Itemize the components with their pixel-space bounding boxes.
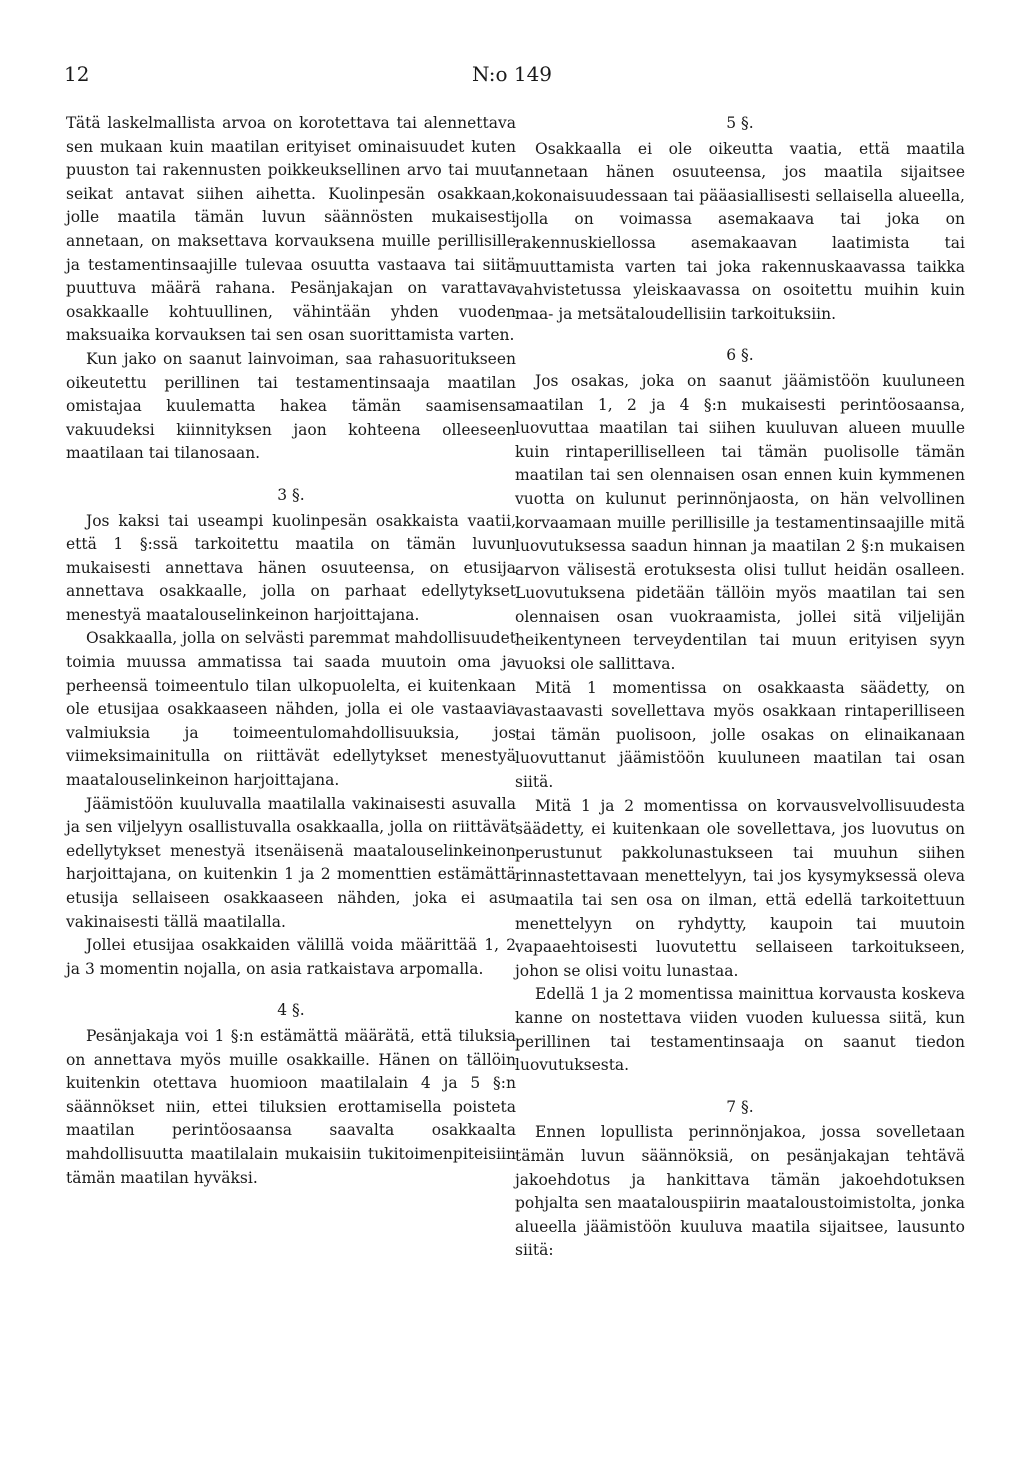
paragraph: Osakkaalla, jolla on selvästi paremmat mahdollisuudet toimia muussa ammatissa tai saada muutoin oma ja perheensä toimeentulo tilan ulkopuolelta, ei kuitenkaan ole etusijaa osakkaaseen nähden, jolla ei ole vastaavia valmiuksia ja toimeentulomahdollisuuksia, jos viimeksimainitulla on riittävät edellytykset menestyä maatalouselinkeinon harjoittajana. [66, 629, 516, 790]
paragraph: Kun jako on saanut lainvoiman, saa rahasuoritukseen oikeutettu perillinen tai testamentinsaaja maatilan omistajaa kuulematta hakea tämän saamisensa vakuudeksi kiinnityksen jaon kohteena olleeseen maatilaan tai tilanosaan. [66, 349, 516, 463]
issue-number: N:o 149 [471, 62, 553, 86]
paragraph: Tätä laskelmallista arvoa on korotettava tai alennettava sen mukaan kuin maatilan erityiset ominaisuudet kuten puuston tai rakennusten poikkeuksellinen arvo tai muut seikat antavat siihen aihetta. Kuolinpesän osakkaan, jolle maatila tämän luvun säännösten mukaisesti annetaan, on maksettava korvauksena muille perillisille ja testamentinsaajille tulevaa osuutta vastaava tai siitä puuttuva määrä rahana. Pesänjakajan on varattava osakkaalle kohtuullinen, vähintään yhden vuoden maksuaika korvauksen tai sen osan suorittamista varten. [66, 114, 516, 345]
section-heading-4: 4 §. [277, 1001, 305, 1020]
section-heading-5: 5 §. [726, 114, 754, 132]
paragraph: Ennen lopullista perinnönjakoa, jossa sovelletaan tämän luvun säännöksiä, on pesänjakajan tehtävä jakoehdotus ja hankittava tämän jakoehdotuksen pohjalta sen maatalouspiirin maataloustoimistolta, jonka alueella jäämistöön kuuluva maatila sijaitsee, lausunto siitä: [515, 1123, 965, 1260]
paragraph: Mitä 1 ja 2 momentissa on korvausvelvollisuudesta säädetty, ei kuitenkaan ole sovellettava, jos luovutus on perustunut pakkolunastukseen tai muuhun siihen rinnastettavaan menettelyyn, tai jos kysymyksessä oleva maatila tai sen osa on ilman, että edellä tarkoitettuun menettelyyn on ryhdytty, kaupoin tai muutoin vapaaehtoisesti luovutettu sellaiseen tarkoitukseen, johon se olisi voitu lunastaa. [515, 796, 965, 980]
right-column [515, 112, 965, 1263]
paragraph: Jos kaksi tai useampi kuolinpesän osakkaista vaatii, että 1 §:ssä tarkoitettu maatila on tämän luvun mukaisesti annettava hänen osuuteensa, on etusija annettava osakkaalle, jolla on parhaat edellytykset menestyä maatalouselinkeinon harjoittajana. [66, 511, 516, 624]
paragraph: Pesänjakaja voi 1 §:n estämättä määrätä, että tiluksia on annettava myös muille osakkaille. Hänen on tällöin kuitenkin otettava huomioon maatilalain 4 ja 5 §:n säännökset niin, ettei tiluksien erottamisella poisteta maatilan perintöosaansa saavalta osakkaalta mahdollisuutta maatilalain mukaisiin tukitoimenpiteisiin tämän maatilan hyväksi. [66, 1026, 516, 1187]
paragraph: Jos osakas, joka on saanut jäämistöön kuuluneen maatilan 1, 2 ja 4 §:n mukaisesti perintöosaansa, luovuttaa maatilan tai siihen kuuluvan alueen muulle kuin rintaperilliselleen tai tämän puolisolle tämän maatilan tai sen olennaisen osan ennen kuin kymmenen vuotta on kulunut perinnönjaosta, on hän velvollinen korvaamaan muille perillisille ja testamentinsaajille mitä luovutuksessa saadun hinnan ja maatilan 2 §:n mukaisen arvon välisestä erotuksesta olisi tullut heidän osalleen. Luovutuksena pidetään tällöin myös maatilan tai sen olennaisen osan vuokraamista, jollei sitä viljelijän heikentyneen terveydentilan tai muun erityisen syyn vuoksi ole sallittava. [515, 371, 965, 674]
paragraph: Jollei etusijaa osakkaiden välillä voida määrittää 1, 2 ja 3 momentin nojalla, on asia ratkaistava arpomalla. [66, 936, 516, 978]
page-number: 12 [64, 62, 90, 86]
section-heading-7: 7 §. [726, 1097, 754, 1116]
paragraph: Osakkaalla ei ole oikeutta vaatia, että maatila annetaan hänen osuuteensa, jos maatila sijaitsee kokonaisuudessaan tai pääasiallisesti sellaisella alueella, jolla on voimassa asemakaava tai joka on rakennuskiellossa asemakaavan laatimista tai muuttamista varten tai joka rakennuskaavassa taikka vahvistetussa yleiskaavassa on osoitettu muihin kuin maa- ja metsätaloudellisiin tarkoituksiin. [515, 139, 965, 323]
section-heading-6: 6 §. [726, 346, 754, 365]
paragraph: Mitä 1 momentissa on osakkaasta säädetty, on vastaavasti sovellettava myös osakkaan rintaperilliseen tai tämän puolisoon, jolle osakas on elinaikanaan luovuttanut jäämistöön kuuluneen maatilan tai osan siitä. [515, 678, 965, 792]
left-column [66, 112, 516, 1190]
paragraph: Jäämistöön kuuluvalla maatilalla vakinaisesti asuvalla ja sen viljelyyn osallistuvalla osakkaalla, jolla on riittävät edellytykset menestyä itsenäisenä maatalouselinkeinon harjoittajana, on kuitenkin 1 ja 2 momenttien estämättä etusija sellaiseen osakkaaseen nähden, joka ei asu vakinaisesti tällä maatilalla. [66, 794, 516, 931]
section-heading-3: 3 §. [277, 485, 305, 504]
paragraph: Edellä 1 ja 2 momentissa mainittua korvausta koskeva kanne on nostettava viiden vuoden kuluessa siitä, kun perillinen tai testamentinsaaja on saanut tiedon luovutuksesta. [515, 985, 965, 1075]
page-header [0, 56, 1024, 92]
